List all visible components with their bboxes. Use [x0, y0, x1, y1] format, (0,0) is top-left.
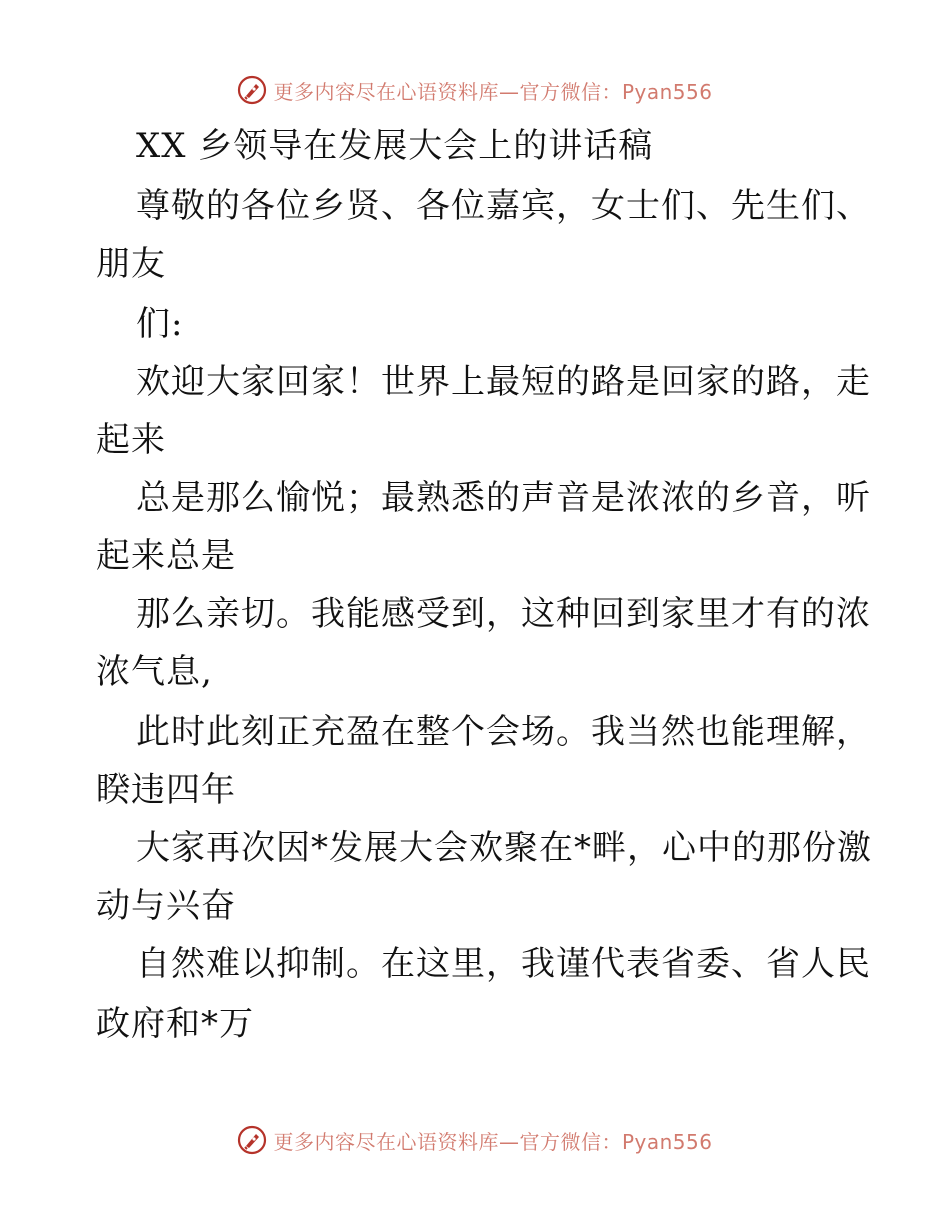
- paragraph-line: 起来总是: [96, 536, 236, 576]
- paragraph-line: 尊敬的各位乡贤、各位嘉宾，女士们、先生们、: [136, 186, 871, 226]
- pen-nib-logo-icon: [237, 75, 267, 105]
- paragraph-line: 那么亲切。我能感受到，这种回到家里才有的浓: [136, 594, 871, 634]
- paragraph-line: 浓气息,: [96, 652, 213, 692]
- watermark-group: [237, 75, 712, 105]
- pen-nib-logo-icon: [237, 1125, 267, 1155]
- paragraph-line: 睽违四年: [96, 770, 236, 810]
- document-title: XX 乡领导在发展大会上的讲话稿: [136, 126, 654, 166]
- paragraph-line: 动与兴奋: [96, 886, 236, 926]
- paragraph-line: 们:: [136, 304, 184, 344]
- paragraph-line: 总是那么愉悦；最熟悉的声音是浓浓的乡音，听: [136, 478, 871, 518]
- watermark-text: 更多内容尽在心语资料库—官方微信：Pyan556: [273, 1129, 713, 1154]
- watermark-group: [237, 1125, 712, 1155]
- footer-watermark: [0, 1120, 950, 1160]
- paragraph-line: 起来: [96, 420, 166, 460]
- paragraph-line: 大家再次因*发展大会欢聚在*畔，心中的那份激: [136, 828, 872, 868]
- paragraph-line: 此时此刻正充盈在整个会场。我当然也能理解，: [136, 712, 871, 752]
- paragraph-line: 政府和*万: [96, 1004, 254, 1044]
- paragraph-line: 朋友: [96, 244, 166, 284]
- paragraph-line: 欢迎大家回家！世界上最短的路是回家的路，走: [136, 362, 871, 402]
- header-watermark: [0, 70, 950, 110]
- paragraph-line: 自然难以抑制。在这里，我谨代表省委、省人民: [136, 944, 871, 984]
- watermark-text: 更多内容尽在心语资料库—官方微信：Pyan556: [273, 79, 713, 104]
